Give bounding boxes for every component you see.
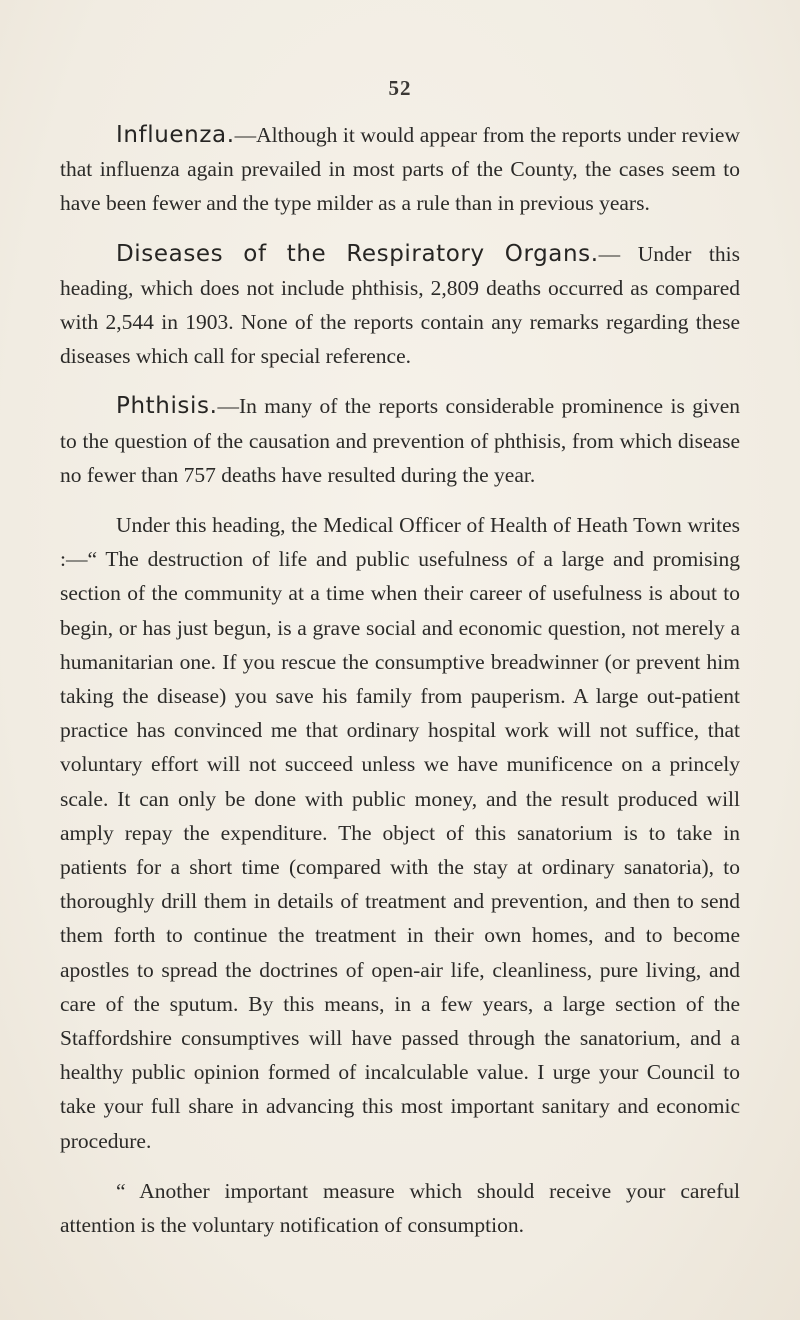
page-number: 52 [388,76,412,100]
heading-respiratory: Diseases of the Respiratory Organs. [116,240,599,267]
paragraph-respiratory [60,237,740,374]
heading-phthisis: Phthisis. [116,393,218,420]
paragraph-influenza [60,118,740,221]
paragraph-phthisis [60,389,740,492]
paragraph-heath-town-quote: Under this heading, the Medical Officer of Health of Heath Town writes :—“ The destruction of life and public usefulness of a large and promising section of the community at a time when their career of usefulness is about to begin, or has just begun, is a grave social and economic question, not merely a humanitarian one. If you rescue the consumptive breadwinner (or prevent him taking the disease) you save his family from pauperism. A large out-patient practice has convinced me that ordinary hospital work will not suffice, that voluntary effort will not succeed unless we have munificence on a princely scale. It can only be done with public money, and the result produced will amply repay the expenditure. The object of this sanatorium is to take in patients for a short time (compared with the stay at ordinary sanatoria), to thoroughly drill them in details of treatment and prevention, and then to send them forth to continue the treatment in their own homes, and to become apostles to spread the doctrines of open-air life, cleanliness, pure living, and care of the sputum. By this means, in a few years, a large section of the Staffordshire consumptives will have passed through the sanatorium, and a healthy public opinion formed of incalculable value. I urge your Council to take your full share in advancing this most important sanitary and economic procedure. [60,513,740,1153]
paragraph-text: —In many of the reports considerable prominence is given to the question of the causation and prevention of phthisis, from which disease no fewer than 757 deaths have resulted during the year. [60,394,740,487]
page-body [60,118,740,1242]
paragraph-text: — Under this heading, which does not include phthisis, 2,809 deaths occurred as compared with 2,544 in 1903. None of the reports contain any remarks regarding these diseases which call for special reference. [60,241,740,369]
paragraph-notification: “ Another important measure which should receive your careful attention is the voluntary notification of consumption. [60,1178,740,1238]
paragraph-text: —Although it would appear from the reports under review that influenza again prevailed in most parts of the County, the cases seem to have been fewer and the type milder as a rule than in previous years. [60,123,740,216]
heading-influenza: Influenza. [116,122,235,148]
